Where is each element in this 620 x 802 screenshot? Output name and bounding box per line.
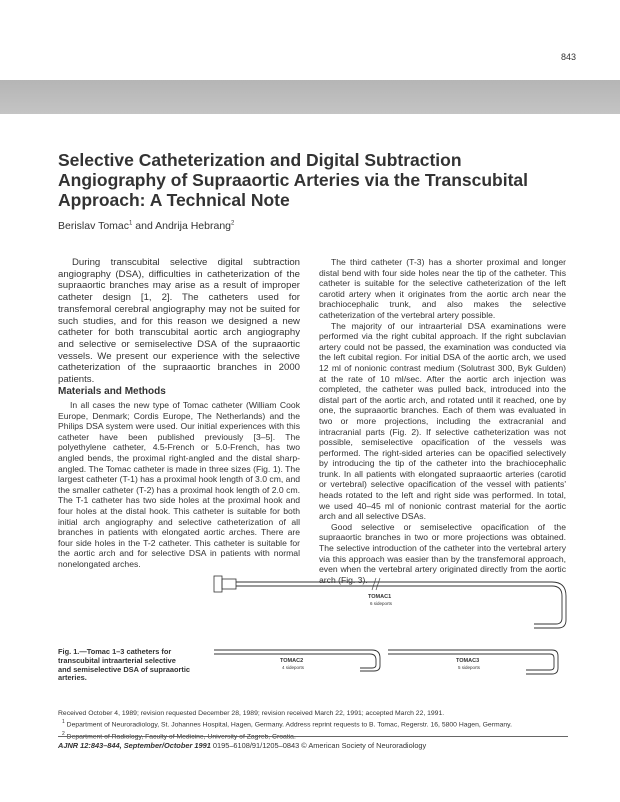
right-paragraph-3: Good selective or semiselective opacification of the supraaortic branches in two or more projections was obtained. The selective introduction of the catheter into the vertebral artery via this approach was easier than by the transfemoral approach, even when the vertebral artery originated directly from the aortic arch (Fig. 3). [319, 521, 566, 585]
right-paragraph-1: The third catheter (T-3) has a shorter proximal and longer distal bend with four side holes near the tip of the catheter. This catheter is suitable for the selective catheterization of the left carotid artery when it originates from the aortic arch near the brachiocephalic trunk, and also makes the selective catheterization of the vertebral artery possible. [319, 257, 566, 320]
footnote-2-mark: 2 [62, 730, 65, 737]
received-dates: Received October 4, 1989; revision requested December 28, 1989; revision received March 22, 1991; accepted March 22, 1991. [58, 710, 445, 717]
figure-caption: Fig. 1.—Tomac 1–3 catheters for transcubital intraarterial selective and semiselective DSA of supraaortic arteries. [58, 647, 190, 683]
footnote-1 [58, 718, 578, 729]
tomac1-label: TOMAC1 [368, 594, 392, 600]
author-hebrang: Andrija Hebrang [155, 220, 232, 232]
left-paragraph-1: In all cases the new type of Tomac catheter (William Cook Europe, Denmark; Cordis Europe, The Netherlands) and the Philips DSA system were used. Our initial experiences with this catheter have been published previously [3–5]. The polyethylene catheter, 4.5-French or 5.0-French, has two angled bends, the proximal right-angled and the distal sharp-angled. The Tomac catheter is made in three sizes (Fig. 1). The largest catheter (T-1) has a proximal hook length of 3.0 cm, and the smaller catheter (T-2) has a proximal hook length of 2.0 cm. The T-1 catheter has two side holes at the proximal hook and four holes at the distal hook. This catheter is suitable for both initial arch angiography and selective catheterization of all branches in patients with elongated aortic arches. There are four side holes in the T-2 catheter. This catheter is suitable for the aortic arch and for selective DSA in patients with normal nonelongated arches. [58, 400, 300, 569]
author-line [58, 220, 234, 232]
tomac3-sideports: 5 sideports [458, 665, 481, 670]
left-column [58, 400, 300, 570]
abstract-text: During transcubital selective digital subtraction angiography (DSA), difficulties in catheterization of the supraaortic branches may arise as a result of improper catheter design [1, 2]. The catheters used for transfemoral cerebral angiography may not be suited for such studies, and for this reason we designed a new catheter for both transcubital aortic arch angiography and selective or semiselective DSA of the supraaortic vessels. We present our experience with the selective catheterization of the supraaortic branches in 2000 patients. [58, 257, 300, 386]
footnote-1-mark: 1 [62, 719, 65, 726]
right-paragraph-2: The majority of our intraarterial DSA examinations were performed via the right cubital approach. If the right subclavian artery could not be passed, the examination was conducted via the left cubital region. For initial DSA of the aortic arch, we used 12 ml of nonionic contrast medium (Solutrast 300, Byk Gulden) at the rate of 10 ml/sec. After the aortic arch injection was completed, the catheter was pulled back, introduced into the distal part of the aortic arch, and rotated until it reached, one by one, the supraaortic branches. Each of them was evaluated in two or more projections, including the extracranial and intracranial parts (Fig. 2). If selective catheterization was not possible, semiselective opacification of the vessels was performed. The right-sided arteries can be opacified selectively by introducing the tip of the catheter into the brachiocephalic trunk. In all patients with elongated supraaortic arteries (carotid or vertebral) selective opacification of the vessel with patients' heads rotated to the left and right side was performed. In total, we used 40–45 ml of nonionic contrast material for the aortic arch and all selective DSAs. [319, 320, 566, 522]
tomac2-label: TOMAC2 [280, 658, 304, 664]
methods-heading: Materials and Methods [58, 386, 166, 397]
header-band [0, 80, 620, 114]
tomac3-label: TOMAC3 [456, 658, 480, 664]
journal-reference: AJNR 12:843–844, September/October 1991 [58, 741, 211, 750]
footnote-2-text: Department of Radiology, Faculty of Medicine, University of Zagreb, Croatia. [64, 732, 296, 740]
catheter-figure [200, 572, 590, 690]
author-hebrang-affiliation: 2 [231, 220, 235, 227]
footer-rule [58, 736, 568, 737]
abstract [58, 257, 300, 386]
citation-rest: 0195–6108/91/1205–0843 © American Society of Neuroradiology [210, 741, 427, 750]
footnote-1-text: Department of Neuroradiology, St. Johannes Hospital, Hagen, Germany. Address reprint requests to B. Tomac, Regerstr. 16, 5800 Hagen, Germany. [64, 721, 512, 729]
author-tomac: Berislav Tomac [58, 220, 129, 232]
article-title: Selective Catheterization and Digital Subtraction Angiography of Supraaortic Arteries via the Transcubital Approach: A Technical Note [58, 150, 529, 210]
page-number: 843 [560, 52, 576, 62]
author-tomac-affiliation: 1 [129, 220, 133, 227]
right-column [319, 257, 566, 585]
tomac2-sideports: 4 sideports [282, 665, 305, 670]
tomac1-sideports: 6 sideports [370, 601, 393, 606]
author-joiner: and [132, 220, 156, 232]
journal-citation [58, 741, 426, 750]
